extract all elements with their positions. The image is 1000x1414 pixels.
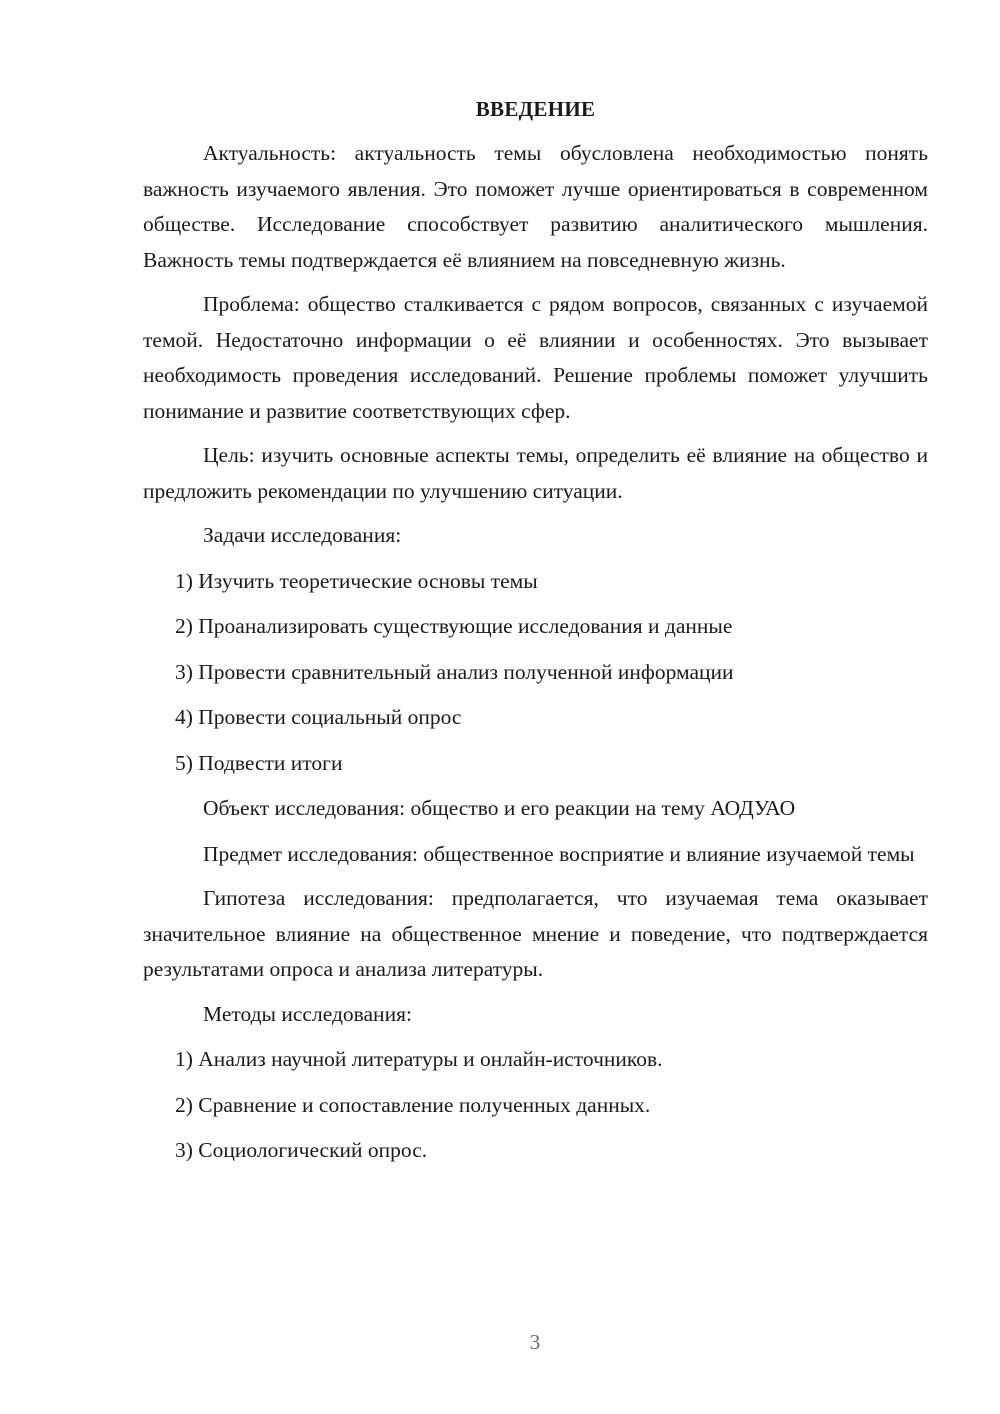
list-item: 3) Социологический опрос. xyxy=(175,1138,428,1162)
methods-list xyxy=(143,1042,928,1169)
goal-paragraph: Цель: изучить основные аспекты темы, определить её влияние на общество и предложить рекомендации по улучшению ситуации. xyxy=(143,443,928,503)
methods-heading: Методы исследования: xyxy=(203,1001,412,1026)
relevance-paragraph: Актуальность: актуальность темы обусловлена необходимостью понять важность изучаемого явления. Это поможет лучше ориентироваться в современном обществе. Исследование способствует развитию аналитического мышления. Важность темы подтверждается её влиянием на повседневную жизнь. xyxy=(143,141,928,272)
list-item: 4) Провести социальный опрос xyxy=(175,705,462,729)
tasks-heading: Задачи исследования: xyxy=(203,523,402,547)
object-line: Объект исследования: общество и его реакции на тему АОДУАО xyxy=(203,796,796,820)
list-item: 2) Проанализировать существующие исследования и данные xyxy=(175,614,733,638)
document-page xyxy=(143,94,928,1179)
list-item: 3) Провести сравнительный анализ полученной информации xyxy=(175,659,734,684)
section-title: ВВЕДЕНИЕ xyxy=(475,97,596,121)
list-item: 2) Сравнение и сопоставление полученных данных. xyxy=(175,1092,651,1117)
list-item: 5) Подвести итоги xyxy=(175,750,343,775)
tasks-list xyxy=(143,564,928,782)
problem-paragraph: Проблема: общество сталкивается с рядом вопросов, связанных с изучаемой темой. Недостаточно информации о её влиянии и особенностях. Это вызывает необходимость проведения исследований. Решение проблемы поможет улучшить понимание и развитие соответствующих сфер. xyxy=(143,292,928,423)
list-item: 1) Изучить теоретические основы темы xyxy=(175,568,538,593)
page-number: 3 xyxy=(529,1330,541,1354)
subject-paragraph: Предмет исследования: общественное восприятие и влияние изучаемой темы xyxy=(203,841,915,866)
list-item: 1) Анализ научной литературы и онлайн-источников. xyxy=(175,1047,663,1071)
hypothesis-paragraph: Гипотеза исследования: предполагается, что изучаемая тема оказывает значительное влияние на общественное мнение и поведение, что подтверждается результатами опроса и анализа литературы. xyxy=(143,886,928,981)
